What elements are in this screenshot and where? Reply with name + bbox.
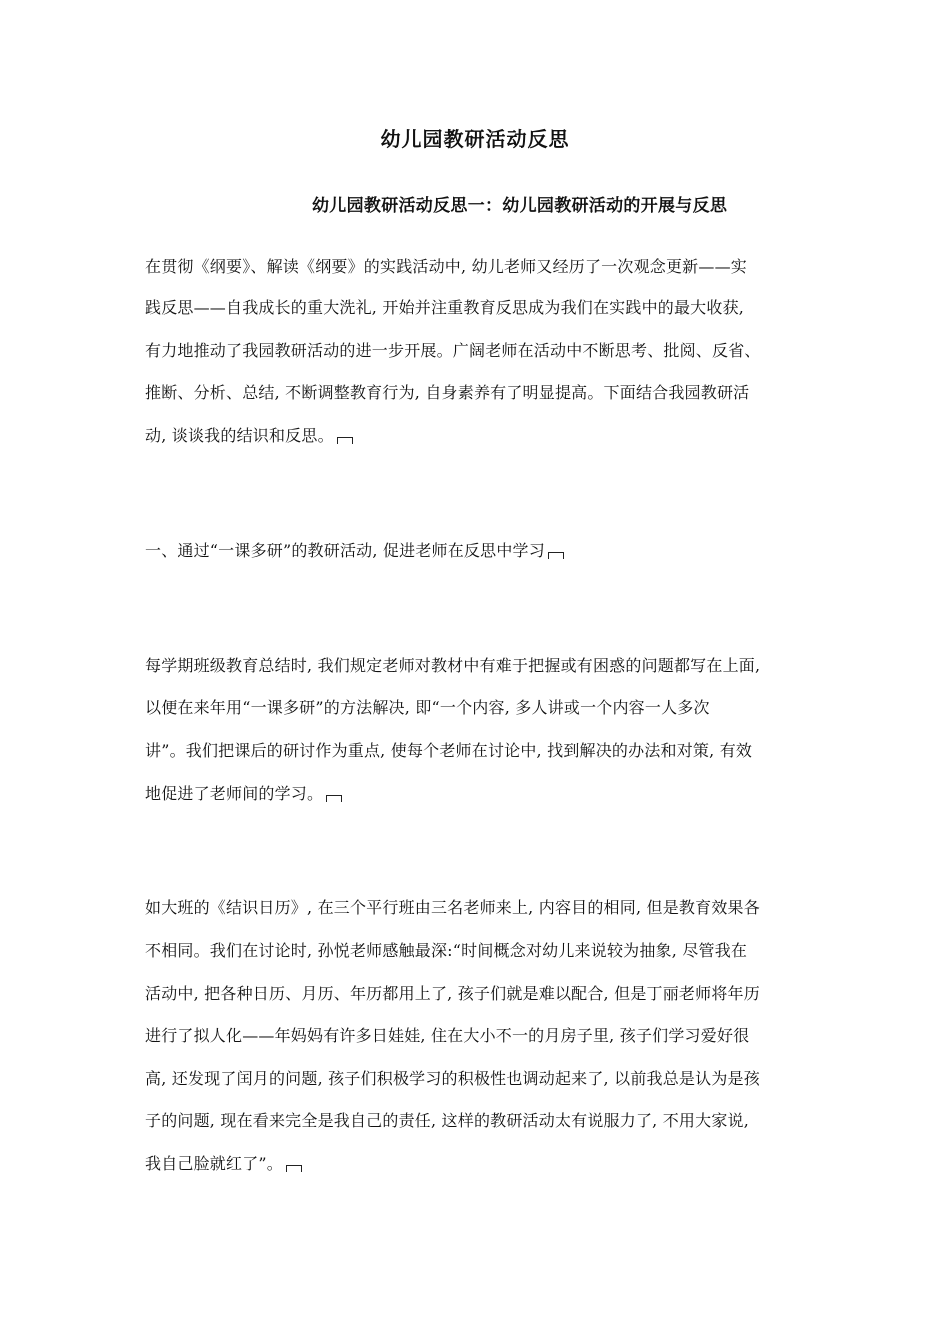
paragraph-3-line-3: 讲”。我们把课后的研讨作为重点, 使每个老师在讨论中, 找到解决的办法和对策, 有效 — [145, 741, 753, 760]
paragraph-1-line-5 — [145, 426, 353, 446]
paragraph-3-line-2: 以便在来年用“一课多研”的方法解决, 即“一个内容, 多人讲或一个内容一人多次 — [145, 698, 710, 717]
paragraph-1-line-2: 践反思——自我成长的重大洗礼, 开始并注重教育反思成为我们在实践中的最大收获, — [145, 298, 745, 317]
paragraph-mark-icon — [326, 795, 342, 802]
paragraph-mark-icon — [286, 1165, 302, 1172]
paragraph-3-line-1: 每学期班级教育总结时, 我们规定老师对教材中有难于把握或有困惑的问题都写在上面, — [145, 656, 761, 675]
paragraph-4-line-7-text: 我自己脸就红了”。 — [145, 1154, 283, 1173]
paragraph-mark-icon — [548, 552, 564, 559]
section-heading-1-text: 一、通过“一课多研”的教研活动, 促进老师在反思中学习 — [145, 541, 545, 560]
paragraph-4-line-4: 进行了拟人化——年妈妈有许多日娃娃, 住在大小不一的月房子里, 孩子们学习爱好很 — [145, 1026, 750, 1045]
section-heading-1 — [145, 541, 564, 561]
paragraph-1-line-3: 有力地推动了我园教研活动的进一步开展。广阔老师在活动中不断思考、批阅、反省、 — [145, 341, 761, 360]
document-title: 幼儿园教研活动反思 — [380, 127, 570, 151]
paragraph-4-line-1: 如大班的《结识日历》, 在三个平行班由三名老师来上, 内容目的相同, 但是教育效果各 — [145, 898, 760, 917]
paragraph-mark-icon — [337, 437, 353, 444]
paragraph-4-line-2: 不相同。我们在讨论时, 孙悦老师感触最深:“时间概念对幼儿来说较为抽象, 尽管我在 — [145, 941, 748, 960]
paragraph-3-line-4 — [145, 784, 342, 804]
paragraph-4-line-7 — [145, 1154, 302, 1174]
paragraph-4-line-5: 高, 还发现了闰月的问题, 孩子们积极学习的积极性也调动起来了, 以前我总是认为是孩 — [145, 1069, 760, 1088]
document-subtitle: 幼儿园教研活动反思一：幼儿园教研活动的开展与反思 — [312, 196, 728, 216]
paragraph-4-line-6: 子的问题, 现在看来完全是我自己的责任, 这样的教研活动太有说服力了, 不用大家说, — [145, 1111, 750, 1130]
paragraph-3-line-4-text: 地促进了老师间的学习。 — [145, 784, 324, 803]
paragraph-1-line-4: 推断、分析、总结, 不断调整教育行为, 自身素养有了明显提高。下面结合我园教研活 — [145, 383, 750, 402]
paragraph-1-line-5-text: 动, 谈谈我的结识和反思。 — [145, 426, 334, 445]
paragraph-4-line-3: 活动中, 把各种日历、月历、年历都用上了, 孩子们就是难以配合, 但是丁丽老师将年历 — [145, 984, 760, 1003]
paragraph-1-line-1: 在贯彻《纲要》、解读《纲要》的实践活动中, 幼儿老师又经历了一次观念更新——实 — [145, 257, 747, 276]
